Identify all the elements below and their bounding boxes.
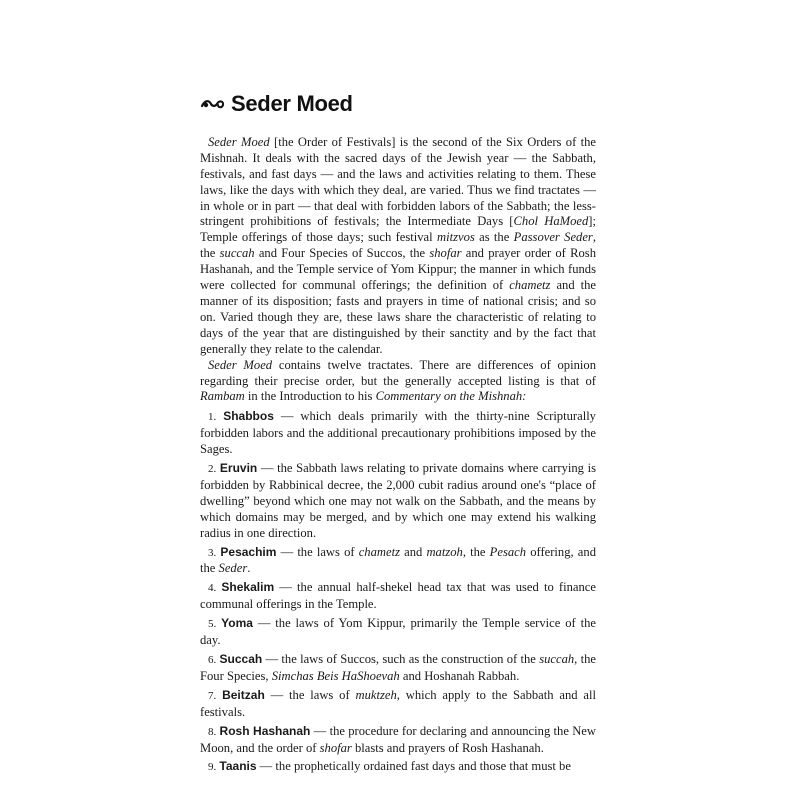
page-title: Seder Moed [231,91,353,116]
scroll-ornament-icon [200,97,226,111]
intro-paragraph-2: Seder Moed contains twelve tractates. There are differences of opinion regarding their precise order, but the generally accepted listing is that of Rambam in the Introduction to his Commentary on the Mishnah: [200,357,596,404]
list-item: 3. Pesachim — the laws of chametz and matzoh, the Pesach offering, and the Seder. [200,544,596,576]
list-item: 7. Beitzah — the laws of muktzeh, which apply to the Sabbath and all festivals. [200,687,596,719]
list-item: 5. Yoma — the laws of Yom Kippur, primarily the Temple service of the day. [200,616,596,648]
intro-paragraph-1: Seder Moed [the Order of Festivals] is the second of the Six Orders of the Mishnah. It deals with the sacred days of the Jewish year — the Sabbath, festivals, and fast days — and the laws and activities relating to them. These laws, like the days with which they deal, are varied. Thus we find tractates — in whole or in part — that deal with forbidden labors of the Sabbath; the less-stringent prohibitions of festivals; the Intermediate Days [Chol HaMoed]; Temple offerings of those days; such festival mitzvos as the Passover Seder, the succah and Four Species of Succos, the shofar and prayer order of Rosh Hashanah, and the Temple service of Yom Kippur; the manner in which funds were collected for communal offerings; the definition of chametz and the manner of its disposition; fasts and prayers in time of national crisis; and so on. Varied though they are, these laws share the characteristic of relating to days of the year that are distinguished by their sanctity and by the fact that generally they relate to the calendar. [200,134,597,356]
list-item: 8. Rosh Hashanah — the procedure for declaring and announcing the New Moon, and the order of shofar blasts and prayers of Rosh Hashanah. [200,723,596,755]
list-item: 9. Taanis — the prophetically ordained fast days and those that must be [208,759,571,774]
list-item: 4. Shekalim — the annual half-shekel head tax that was used to finance communal offerings in the Temple. [200,580,596,612]
document-page [200,91,597,779]
list-item: 6. Succah — the laws of Succos, such as the construction of the succah, the Four Species, Simchas Beis HaShoevah and Hoshanah Rabbah. [200,652,596,683]
list-item: 1. Shabbos — which deals primarily with the thirty-nine Scripturally forbidden labors and the additional precautionary prohibitions imposed by the Sages. [200,409,596,457]
section-heading [200,91,596,116]
list-item: 2. Eruvin — the Sabbath laws relating to private domains where carrying is forbidden by Rabbinical decree, the 2,000 cubit radius around one's “place of dwelling” beyond which one may not walk on the Sabbath, and the means by which domains may be merged, and by which one may extend his walking radius in one direction. [200,461,596,540]
